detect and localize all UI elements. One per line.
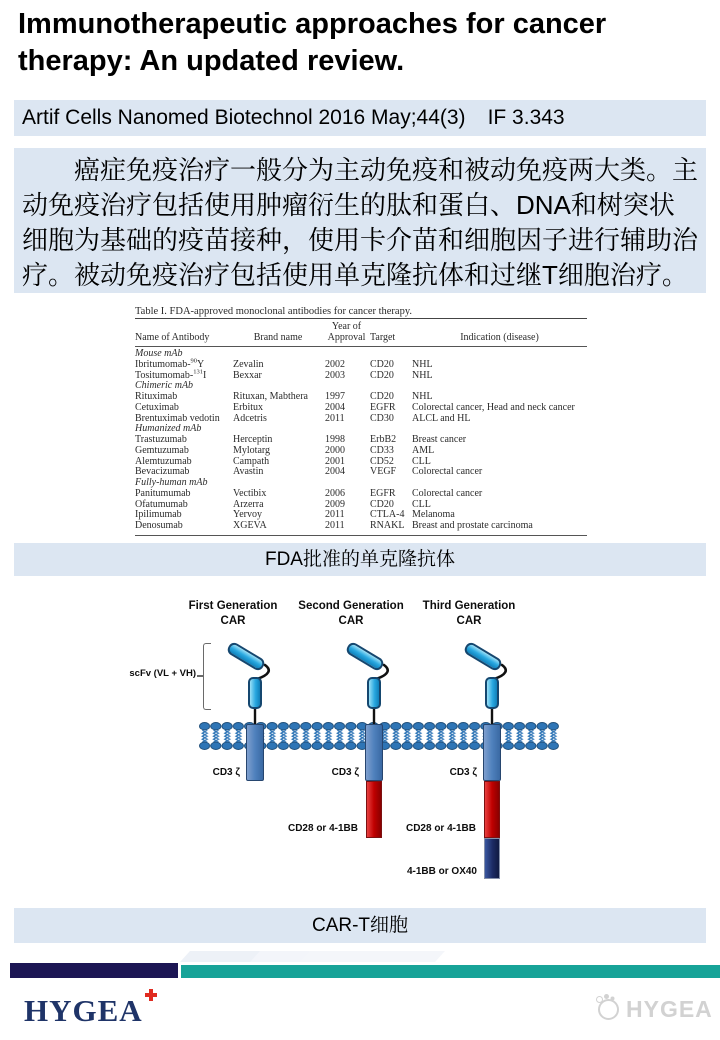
table-row: [135, 446, 587, 457]
table-row: [135, 435, 587, 446]
cell-indication: Colorectal cancer: [412, 487, 483, 499]
footer-bar-teal: [181, 965, 720, 978]
cell-indication: AML: [412, 444, 435, 456]
cd3-zeta-label: CD3 ζ: [212, 767, 240, 778]
impact-factor: IF 3.343: [487, 106, 565, 129]
hygea-watermark-icon: [598, 999, 619, 1020]
column-header-indication: Indication (disease): [460, 332, 539, 343]
cell-antibody-name: Ofatumumab: [135, 498, 188, 510]
cell-indication: Colorectal cancer, Head and neck cancer: [412, 401, 575, 413]
cell-year: 1997: [325, 391, 345, 402]
table-title: Table I. FDA-approved monoclonal antibodies for cancer therapy.: [135, 306, 413, 317]
table-row: [135, 414, 587, 425]
costim1-label: CD28 or 4-1BB: [287, 823, 358, 834]
cell-antibody-name: Denosumab: [135, 520, 183, 531]
cell-year: 2001: [325, 455, 345, 467]
medical-cross-icon: [145, 989, 157, 1001]
cell-year: 2004: [325, 401, 345, 413]
table-row: [135, 368, 587, 382]
cell-indication: CLL: [412, 455, 431, 467]
cell-brand-name: Herceptin: [233, 434, 273, 445]
cell-target: ErbB2: [370, 434, 397, 445]
table-row: [135, 381, 587, 392]
cell-year: 2004: [325, 466, 345, 478]
cell-brand-name: Avastin: [233, 466, 264, 478]
cell-brand-name: XGEVA: [233, 520, 267, 531]
cell-indication: ALCL and HL: [412, 412, 471, 424]
journal-citation: Artif Cells Nanomed Biotechnol 2016 May;44(3): [22, 106, 466, 129]
generation-title: Second Generation CAR: [298, 600, 404, 627]
cell-antibody-name: Ibritumomab-$^{90}$Y: [135, 357, 205, 370]
table-row: [135, 457, 587, 468]
cell-target: CD52: [370, 455, 394, 467]
cell-antibody-name: Brentuximab vedotin: [135, 412, 220, 424]
footer-bar-navy: [10, 963, 178, 978]
cell-antibody-name: Gemtuzumab: [135, 444, 189, 456]
scfv-label: scFv (VL + VH): [129, 668, 196, 679]
cell-target: CD20: [370, 358, 394, 370]
table-section-label: Mouse mAb: [135, 348, 183, 359]
cell-year: 2011: [325, 520, 345, 531]
journal-citation-bar: [14, 100, 706, 136]
cell-target: CD30: [370, 412, 394, 424]
cell-brand-name: Zevalin: [233, 358, 264, 370]
cell-target: VEGF: [370, 466, 397, 478]
cell-target: CTLA-4: [370, 509, 405, 521]
cell-brand-name: Arzerra: [233, 498, 264, 510]
table-body: [135, 347, 587, 535]
cell-indication: Breast cancer: [412, 434, 467, 445]
cd3-zeta-label: CD3 ζ: [449, 767, 477, 778]
cell-brand-name: Adcetris: [233, 412, 267, 424]
figure2-caption: CAR-T细胞: [14, 908, 706, 943]
table-row: [135, 403, 587, 414]
footer-decoration: [250, 951, 445, 962]
costim1-label: CD28 or 4-1BB: [405, 823, 476, 834]
car-diagram: [0, 595, 720, 908]
costimulatory-domain-navy: [484, 838, 500, 879]
table-row: [135, 424, 587, 435]
cell-year: 2002: [325, 358, 345, 370]
cell-target: CD20: [370, 369, 394, 381]
cell-year: 2000: [325, 444, 345, 456]
cell-target: CD33: [370, 444, 394, 456]
cd3-zeta-domain: [483, 724, 501, 781]
cell-indication: NHL: [412, 369, 433, 381]
column-header-name: Name of Antibody: [135, 332, 210, 343]
table-row: [135, 478, 587, 489]
cell-indication: Breast and prostate carcinoma: [412, 520, 533, 531]
table-row: [135, 500, 587, 511]
table-section-label: Humanized mAb: [135, 423, 202, 435]
cell-brand-name: Mylotarg: [233, 444, 271, 456]
scfv-vh-domain: [248, 677, 262, 709]
cell-antibody-name: Ipilimumab: [135, 509, 182, 521]
table-section-label: Fully-human mAb: [135, 477, 208, 488]
figure1-caption: FDA批准的单克隆抗体: [14, 543, 706, 576]
table-row: [135, 489, 587, 500]
cell-brand-name: Vectibix: [233, 487, 267, 499]
cell-antibody-name: Trastuzumab: [135, 434, 187, 445]
table-rule-bottom: [135, 535, 587, 536]
cell-antibody-name: Tositumomab-$^{131}$I: [135, 368, 207, 381]
scfv-vh-domain: [485, 677, 499, 709]
column-header-brand: Brand name: [253, 332, 303, 343]
car-connector-lines: [0, 595, 720, 908]
abstract-paragraph: 癌症免疫治疗一般分为主动免疫和被动免疫两大类。主动免疫治疗包括使用肿瘤衍生的肽和蛋白、DNA和树突状细胞为基础的疫苗接种，使用卡介苗和细胞因子进行辅助治疗。被动免疫治疗包括使用单克隆抗体和过继T细胞治疗。: [14, 148, 706, 293]
column-header-year: Year of Approval: [327, 321, 366, 343]
cell-antibody-name: Alemtuzumab: [135, 455, 192, 467]
costim2-label: 4-1BB or OX40: [406, 866, 477, 877]
cell-target: EGFR: [370, 401, 396, 413]
hygea-watermark-text: HYGEA: [626, 996, 713, 1022]
cell-antibody-name: Cetuximab: [135, 401, 179, 413]
hygea-logo-text: HYGEA: [24, 993, 143, 1028]
table-row: [135, 521, 587, 532]
cd3-zeta-label: CD3 ζ: [331, 767, 359, 778]
scfv-vh-domain: [367, 677, 381, 709]
generation-title: Third Generation CAR: [422, 600, 516, 627]
fda-antibody-table: [135, 305, 587, 536]
cell-indication: CLL: [412, 498, 431, 510]
hygea-watermark: [598, 996, 713, 1023]
cell-target: CD20: [370, 391, 394, 402]
cell-brand-name: Yervoy: [233, 509, 262, 521]
page-title: Immunotherapeutic approaches for cancer therapy: An updated review.: [18, 8, 607, 77]
cell-year: 2011: [325, 509, 345, 521]
cell-antibody-name: Rituximab: [135, 391, 178, 402]
cell-brand-name: Erbitux: [233, 401, 263, 413]
cell-indication: NHL: [412, 358, 433, 370]
cell-antibody-name: Bevacizumab: [135, 466, 190, 478]
cell-antibody-name: Panitumumab: [135, 487, 191, 499]
table-header-row: [135, 319, 587, 346]
cell-indication: Colorectal cancer: [412, 466, 483, 478]
cell-year: 2009: [325, 498, 345, 510]
cell-indication: Melanoma: [412, 509, 455, 521]
cell-year: 2011: [325, 412, 345, 424]
cell-indication: NHL: [412, 391, 433, 402]
cell-year: 1998: [325, 434, 345, 445]
cell-target: EGFR: [370, 487, 396, 499]
cell-year: 2003: [325, 369, 345, 381]
cell-brand-name: Campath: [233, 455, 270, 467]
hygea-logo: [24, 993, 143, 1029]
cell-brand-name: Rituxan, Mabthera: [233, 391, 308, 402]
column-header-target: Target: [370, 332, 396, 343]
table-section-label: Chimeric mAb: [135, 380, 194, 392]
costimulatory-domain-red: [484, 781, 500, 838]
cell-brand-name: Bexxar: [233, 369, 262, 381]
cell-target: CD20: [370, 498, 394, 510]
generation-title: First Generation CAR: [188, 600, 278, 627]
cell-year: 2006: [325, 487, 345, 499]
cell-target: RNAKL: [370, 520, 405, 531]
